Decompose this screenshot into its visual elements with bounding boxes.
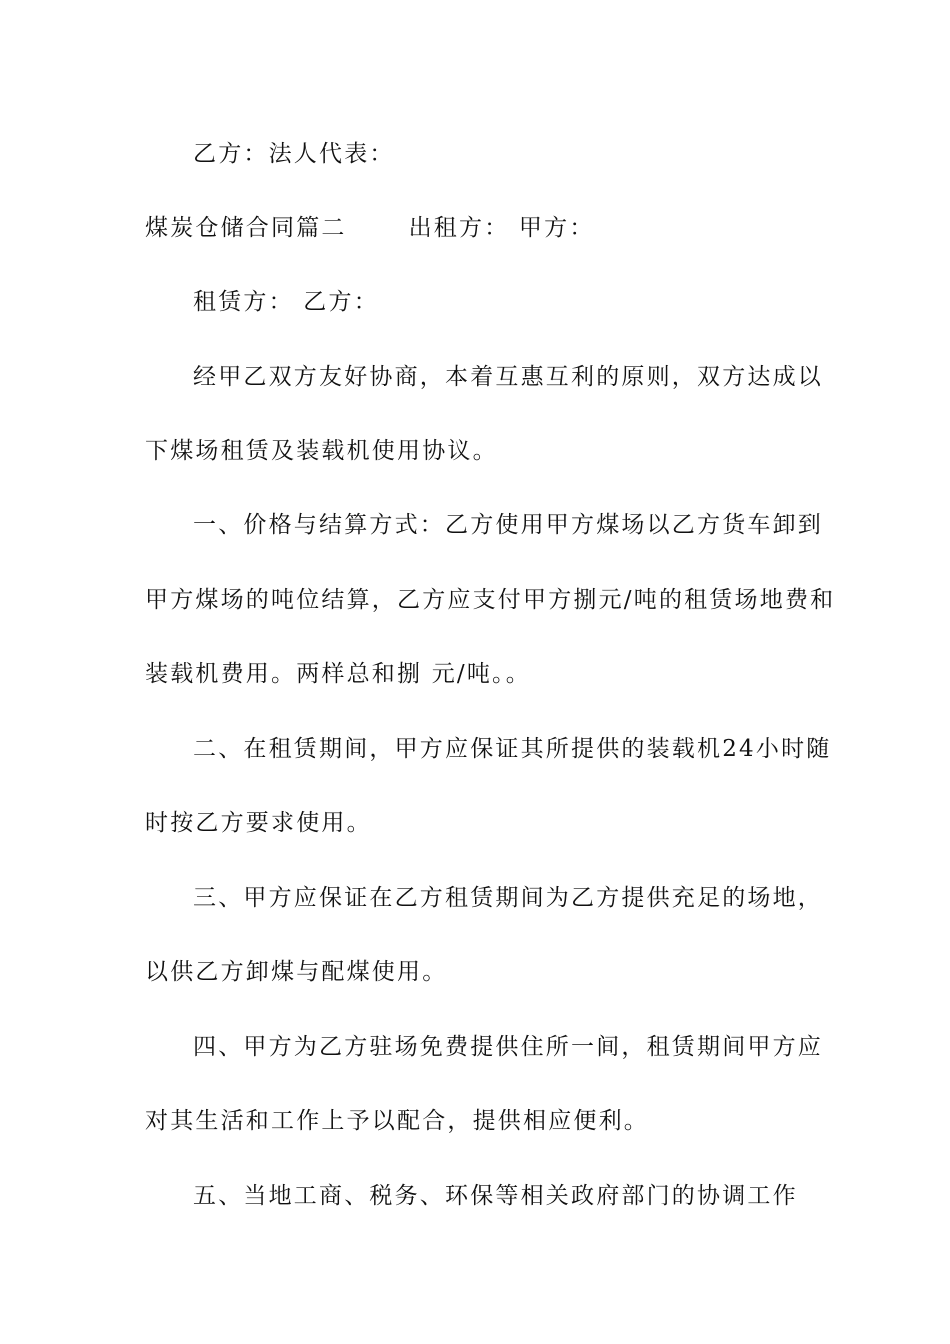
clause-4-line-2: 对其生活和工作上予以配合，提供相应便利。 — [145, 1108, 649, 1134]
clause-5-line-1: 五、当地工商、税务、环保等相关政府部门的协调工作 — [193, 1183, 798, 1209]
lessor-label: 出租方： 甲方： — [408, 215, 595, 241]
lessee-label: 租赁方： 乙方： — [193, 289, 379, 315]
clause-1-line-3: 装载机费用。两样总和捌 元/吨。。 — [145, 661, 531, 687]
intro-paragraph-line-1: 经甲乙双方友好协商，本着互惠互利的原则，双方达成以 — [193, 364, 823, 390]
clause-2-line-1: 二、在租赁期间，甲方应保证其所提供的装载机24小时随 — [193, 736, 832, 762]
clause-3-line-2: 以供乙方卸煤与配煤使用。 — [145, 959, 448, 985]
clause-1-line-2: 甲方煤场的吨位结算，乙方应支付甲方捌元/吨的租赁场地费和 — [145, 587, 836, 613]
signature-line-party-b: 乙方：法人代表： — [193, 141, 395, 167]
clause-1-line-1: 一、价格与结算方式：乙方使用甲方煤场以乙方货车卸到 — [193, 512, 823, 538]
intro-paragraph-line-2: 下煤场租赁及装载机使用协议。 — [145, 438, 498, 464]
clause-2-line-2: 时按乙方要求使用。 — [145, 810, 372, 836]
clause-4-line-1: 四、甲方为乙方驻场免费提供住所一间，租赁期间甲方应 — [193, 1034, 823, 1060]
section-title: 煤炭仓储合同篇二 — [145, 215, 347, 241]
section-heading-line — [145, 212, 595, 244]
clause-3-line-1: 三、甲方应保证在乙方租赁期间为乙方提供充足的场地， — [193, 885, 823, 911]
